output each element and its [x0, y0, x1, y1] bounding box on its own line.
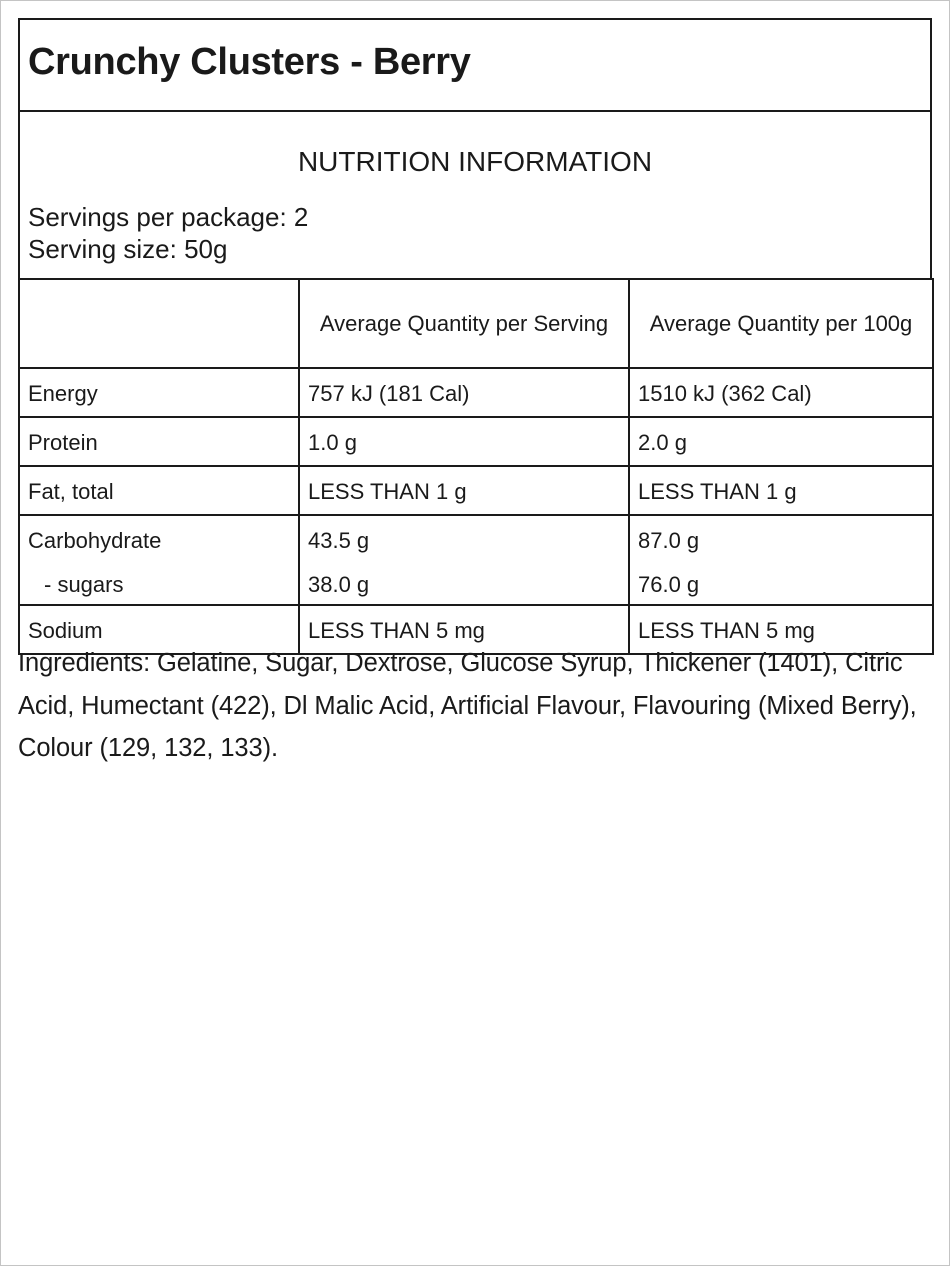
nutrition-heading: NUTRITION INFORMATION — [297, 146, 653, 177]
per-100g-value: LESS THAN 5 mg — [629, 605, 933, 654]
column-header-per-serving: Average Quantity per Serving — [299, 279, 629, 368]
per-serving-value — [299, 515, 629, 605]
carbohydrate-per-100g: 87.0 g — [638, 528, 700, 553]
per-100g-value: 1510 kJ (362 Cal) — [629, 368, 933, 417]
table-header-row — [19, 279, 933, 368]
per-100g-value: 2.0 g — [629, 417, 933, 466]
column-header-per-100g: Average Quantity per 100g — [629, 279, 933, 368]
sugars-label: - sugars — [44, 572, 124, 597]
column-header-nutrient — [19, 279, 299, 368]
table-row — [19, 515, 933, 605]
per-serving-value: LESS THAN 5 mg — [299, 605, 629, 654]
nutrition-table — [18, 278, 934, 655]
sugars-per-serving: 38.0 g — [308, 572, 370, 597]
carbohydrate-label: Carbohydrate — [28, 528, 162, 553]
per-100g-value: LESS THAN 1 g — [629, 466, 933, 515]
nutrient-label: Protein — [19, 417, 299, 466]
table-row — [19, 417, 933, 466]
per-serving-value: 1.0 g — [299, 417, 629, 466]
nutrition-panel — [18, 18, 932, 655]
title-box — [18, 18, 932, 112]
table-row — [19, 466, 933, 515]
per-serving-value: 757 kJ (181 Cal) — [299, 368, 629, 417]
nutrient-label: Energy — [19, 368, 299, 417]
serving-size: Serving size: 50g — [28, 234, 228, 264]
per-100g-value — [629, 515, 933, 605]
carbohydrate-per-serving: 43.5 g — [308, 528, 370, 553]
product-title: Crunchy Clusters - Berry — [28, 40, 471, 83]
nutrient-label — [19, 515, 299, 605]
nutrient-label: Fat, total — [19, 466, 299, 515]
nutrition-info-header — [18, 112, 932, 278]
table-row — [19, 368, 933, 417]
per-serving-value: LESS THAN 1 g — [299, 466, 629, 515]
nutrient-label: Sodium — [19, 605, 299, 654]
ingredients-text: Ingredients: Gelatine, Sugar, Dextrose, Glucose Syrup, Thickener (1401), Citric Acid, Humectant (422), Dl Malic Acid, Artificial Flavour, Flavouring (Mixed Berry), Colour (129, 132, 133). — [18, 649, 917, 762]
servings-per-package: Servings per package: 2 — [28, 202, 309, 232]
sugars-per-100g: 76.0 g — [638, 572, 700, 597]
